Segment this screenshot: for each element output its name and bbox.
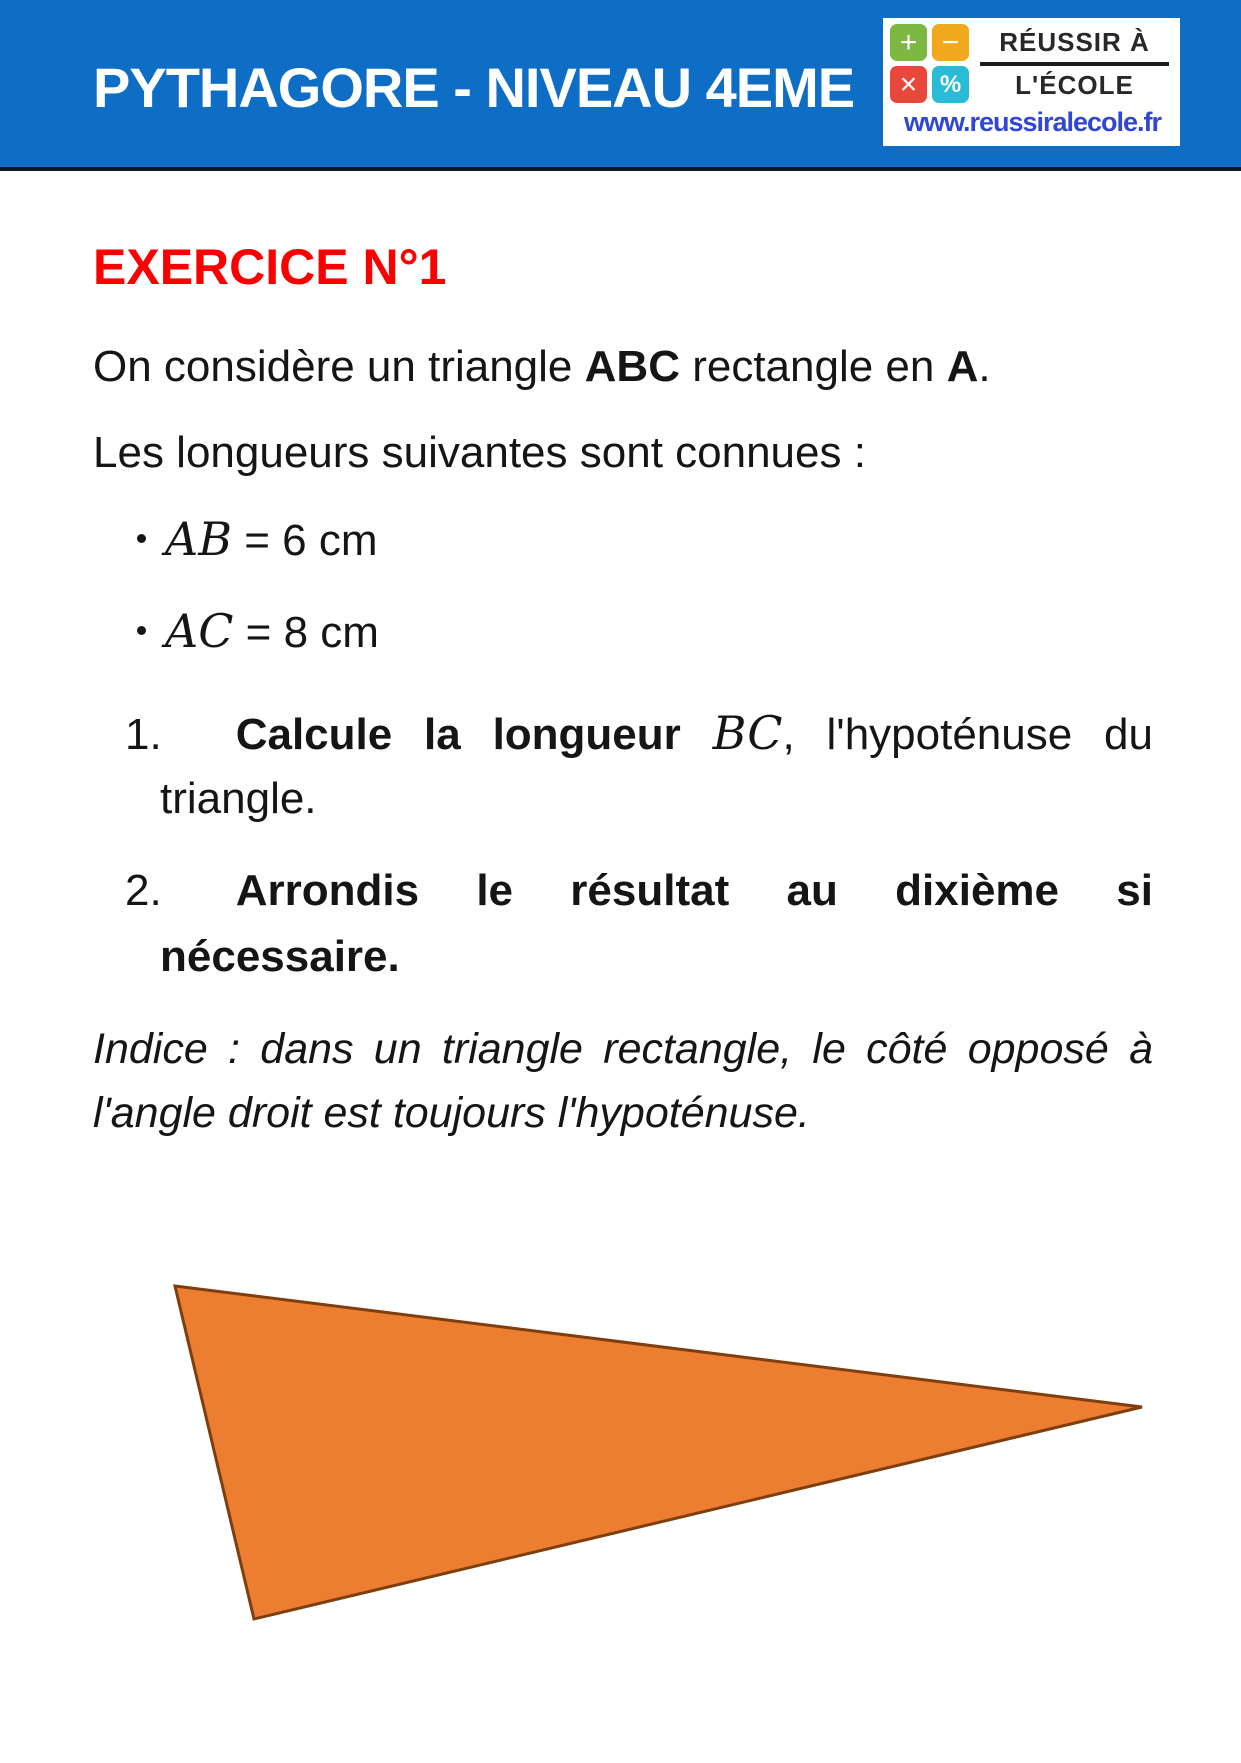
divide-icon: % [932, 66, 969, 103]
question-text: , l'hypoténuse du triangle. [160, 710, 1153, 823]
math-variable: AC [165, 604, 234, 658]
exercise-heading: EXERCICE N°1 [93, 239, 447, 295]
logo-line-1: RÉUSSIR À [999, 27, 1150, 58]
exercise-content [93, 239, 1153, 1763]
page-title: PYTHAGORE - NIVEAU 4EME [93, 56, 855, 119]
figure-container [0, 1238, 1241, 1763]
math-variable: AB [165, 512, 233, 566]
given-lengths-list [93, 507, 1153, 665]
triangle-name: ABC [584, 342, 680, 391]
known-lengths-sentence: Les longueurs suivantes sont connues : [93, 428, 866, 477]
right-angle-vertex: A [946, 342, 979, 391]
logo-reussir-a-lecole [883, 18, 1180, 146]
bullet-icon [137, 626, 146, 635]
logo-wordmark [972, 24, 1175, 103]
intro-sentence [93, 335, 1153, 399]
logo-divider [980, 62, 1169, 66]
multiply-icon: × [890, 66, 927, 103]
intro-text: . [978, 342, 991, 391]
question-bold-text: Arrondis le résultat au dixième si nécessaire. [160, 866, 1153, 981]
bullet-icon [137, 534, 146, 543]
plus-icon: + [890, 24, 927, 61]
page-header [0, 0, 1241, 171]
question-number: 1. [125, 710, 162, 759]
logo-line-2: L'ÉCOLE [1015, 70, 1134, 100]
list-item [93, 599, 1153, 665]
question-number: 2. [125, 866, 162, 915]
orange-triangle-shape [175, 1286, 1142, 1619]
logo-operator-grid [890, 24, 972, 103]
length-value: = 8 cm [233, 608, 379, 657]
math-variable: BC [712, 706, 783, 760]
intro-text: rectangle en [679, 342, 947, 391]
question-1 [93, 701, 1153, 831]
triangle-figure [0, 1238, 1241, 1763]
length-value: = 6 cm [232, 516, 378, 565]
question-bold-text: Calcule la longueur [235, 710, 713, 759]
list-item [93, 507, 1153, 573]
hint-text: Indice : dans un triangle rectangle, le côté opposé à l'angle droit est toujours l'hypoténuse. [93, 1025, 1153, 1137]
minus-icon: − [932, 24, 969, 61]
question-2 [93, 859, 1153, 989]
website-url[interactable]: www.reussiralecole.fr [903, 107, 1162, 137]
intro-text: On considère un triangle [93, 342, 585, 391]
